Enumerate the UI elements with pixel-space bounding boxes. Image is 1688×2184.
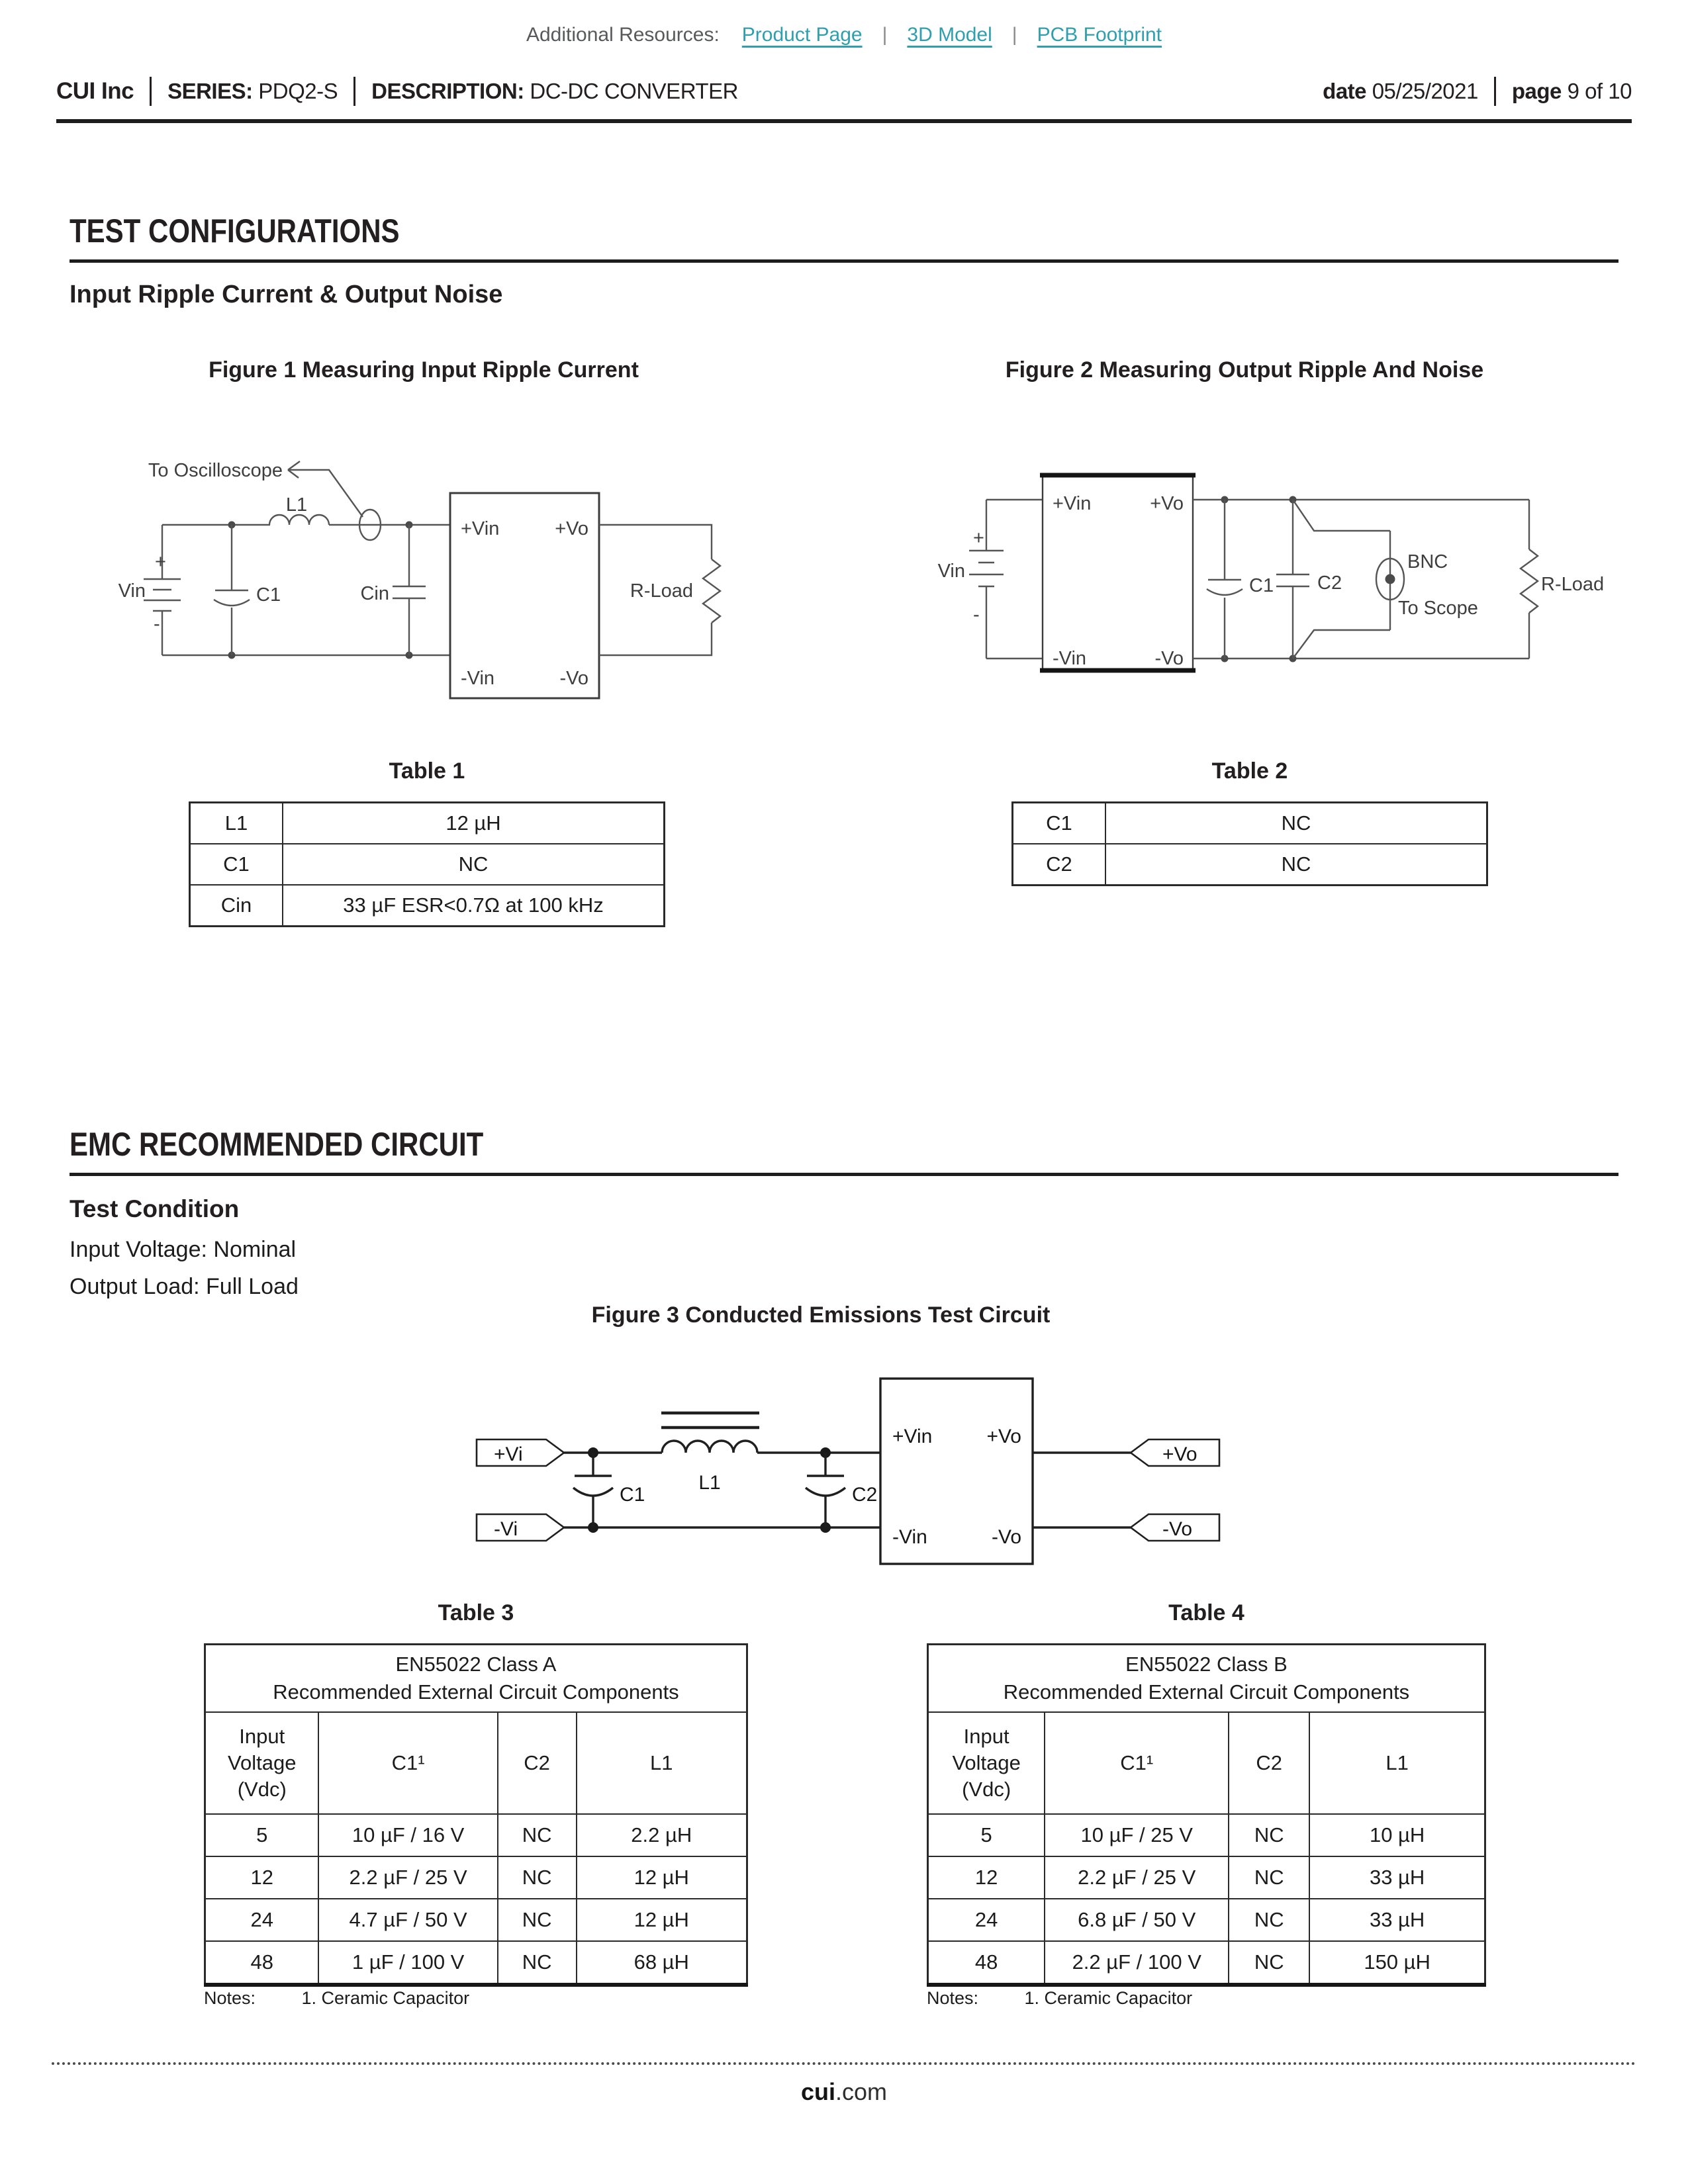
figure2-caption: Figure 2 Measuring Output Ripple And Noise (1005, 357, 1484, 383)
header-divider (150, 77, 152, 106)
table-header-row (205, 1712, 747, 1814)
table1-title: Table 1 (389, 758, 465, 784)
figure3-caption: Figure 3 Conducted Emissions Test Circuit (591, 1302, 1051, 1328)
battery-plus-label: + (155, 551, 166, 572)
table-cell: 5 (928, 1814, 1045, 1856)
table-cell: 2.2 µH (577, 1814, 747, 1856)
section-title-emc: EMC RECOMMENDED CIRCUIT (70, 1126, 484, 1163)
class-line: EN55022 Class B (1125, 1653, 1288, 1676)
rload-label: R-Load (1541, 574, 1605, 595)
header-right (1323, 77, 1632, 106)
table-header-row (928, 1712, 1485, 1814)
table-cell: C1 (190, 844, 283, 885)
table-cell: NC (498, 1856, 577, 1899)
table-cell: 150 µH (1309, 1941, 1485, 1985)
column-header: C2 (1229, 1712, 1309, 1814)
table-row (1013, 844, 1487, 886)
table-cell: 2.2 µF / 25 V (318, 1856, 497, 1899)
footer-site-rest: .com (835, 2078, 888, 2105)
table4-title: Table 4 (1168, 1600, 1244, 1625)
table-cell: 33 µH (1309, 1856, 1485, 1899)
table-cell: NC (1229, 1899, 1309, 1941)
page-number: page 9 of 10 (1511, 79, 1632, 103)
capacitor-c1-icon (214, 525, 250, 655)
table-cell: Cin (190, 885, 283, 927)
table4-block (927, 1600, 1486, 1987)
section-rule (70, 259, 1618, 263)
c1-label: C1 (1249, 575, 1274, 596)
table3-notes (204, 1988, 469, 2009)
pin-plus-vin-label: +Vin (461, 518, 500, 539)
c1-label: C1 (620, 1484, 645, 1506)
table-cell: 12 µH (283, 803, 665, 844)
table-row (928, 1814, 1485, 1856)
table-1 (189, 801, 665, 927)
capacitor-c1-icon (573, 1453, 613, 1527)
table-cell: NC (498, 1899, 577, 1941)
condition-input-voltage: Input Voltage: Nominal (70, 1237, 297, 1262)
column-header: C1¹ (318, 1712, 497, 1814)
table2-title: Table 2 (1211, 758, 1288, 784)
series: SERIES: PDQ2-S (167, 79, 338, 103)
header-divider (353, 77, 355, 106)
table-row (205, 1941, 747, 1985)
pin-plus-vin-label: +Vin (892, 1426, 933, 1447)
capacitor-c2-icon (806, 1453, 845, 1527)
product-page-link[interactable]: Product Page (741, 24, 863, 46)
battery-icon (969, 500, 1004, 659)
note-text: 1. Ceramic Capacitor (301, 1988, 470, 2008)
table-2 (1011, 801, 1488, 886)
table-cell: NC (498, 1941, 577, 1985)
c1-label: C1 (256, 584, 281, 606)
to-oscilloscope-label: To Oscilloscope (148, 460, 283, 481)
table-row (205, 1856, 747, 1899)
link-separator: | (1011, 24, 1017, 46)
table-row (205, 1814, 747, 1856)
table-row (928, 1941, 1485, 1985)
notes-label: Notes: (204, 1988, 256, 2008)
vin-label: Vin (937, 561, 965, 582)
table-cell: 10 µF / 16 V (318, 1814, 497, 1856)
to-scope-label: To Scope (1398, 598, 1478, 619)
battery-minus-label: - (973, 604, 980, 625)
notes-label: Notes: (927, 1988, 979, 2008)
c2-label: C2 (1317, 572, 1342, 594)
plus-vo-label: +Vo (1162, 1443, 1197, 1465)
capacitor-cin-icon (393, 525, 426, 655)
battery-plus-label: + (973, 527, 984, 549)
l1-label: L1 (285, 494, 308, 516)
table-cell: L1 (190, 803, 283, 844)
input-wires (986, 500, 1043, 659)
table-row (1013, 803, 1487, 844)
table4-notes (927, 1988, 1192, 2009)
column-header: Input Voltage (Vdc) (205, 1712, 319, 1814)
additional-resources-bar (0, 24, 1688, 46)
table-row (928, 1899, 1485, 1941)
column-header: L1 (577, 1712, 747, 1814)
capacitor-c2-icon (1276, 500, 1309, 659)
battery-minus-label: - (154, 614, 160, 635)
table-row (928, 1856, 1485, 1899)
pin-plus-vo-label: +Vo (986, 1426, 1021, 1447)
additional-resources-label: Additional Resources: (526, 24, 720, 46)
section-rule (70, 1173, 1618, 1176)
rload-label: R-Load (630, 580, 693, 602)
capacitor-c1-icon (1207, 500, 1243, 659)
table-cell: 33 µH (1309, 1899, 1485, 1941)
battery-icon (144, 525, 181, 655)
resistor-rload-icon (1521, 500, 1538, 659)
table-cell: 10 µH (1309, 1814, 1485, 1856)
pin-plus-vo-label: +Vo (1150, 493, 1184, 514)
table-cell: 5 (205, 1814, 319, 1856)
table-cell: 24 (928, 1899, 1045, 1941)
header-left (56, 77, 738, 106)
header-rule (56, 119, 1632, 123)
table-cell: 1 µF / 100 V (318, 1941, 497, 1985)
table-cell: C2 (1013, 844, 1106, 886)
3d-model-link[interactable]: 3D Model (907, 24, 992, 46)
bnc-connector-icon (1293, 500, 1404, 659)
table-cell: NC (1229, 1941, 1309, 1985)
column-header: L1 (1309, 1712, 1485, 1814)
table-cell: 12 (205, 1856, 319, 1899)
table-caption-row (928, 1645, 1485, 1713)
table-cell: 33 µF ESR<0.7Ω at 100 kHz (283, 885, 665, 927)
table-cell: NC (1105, 844, 1487, 886)
table-caption-cell (205, 1645, 747, 1713)
header-bar (56, 77, 1632, 106)
table-row (190, 844, 665, 885)
subtitle-line: Recommended External Circuit Components (1003, 1680, 1410, 1704)
table-cell: 24 (205, 1899, 319, 1941)
vin-label: Vin (118, 580, 146, 602)
table-4 (927, 1643, 1486, 1987)
minus-vi-label: -Vi (494, 1518, 518, 1540)
table-cell: 2.2 µF / 25 V (1045, 1856, 1229, 1899)
pin-plus-vo-label: +Vo (555, 518, 588, 539)
table-row (190, 885, 665, 927)
subtitle-line: Recommended External Circuit Components (273, 1680, 679, 1704)
note-text: 1. Ceramic Capacitor (1024, 1988, 1193, 2008)
table-cell: 68 µH (577, 1941, 747, 1985)
table-cell: NC (1105, 803, 1487, 844)
table-cell: 48 (205, 1941, 319, 1985)
column-header: C2 (498, 1712, 577, 1814)
test-condition-title: Test Condition (70, 1195, 240, 1222)
subsection-title: Input Ripple Current & Output Noise (70, 281, 503, 308)
figure1-caption: Figure 1 Measuring Input Ripple Current (209, 357, 639, 383)
table-caption-row (205, 1645, 747, 1713)
link-separator: | (882, 24, 888, 46)
figure3-circuit-diagram (463, 1362, 1258, 1587)
pin-minus-vo-label: -Vo (1154, 648, 1184, 669)
table-cell: 12 µH (577, 1899, 747, 1941)
table-cell: 48 (928, 1941, 1045, 1985)
table-caption-cell (928, 1645, 1485, 1713)
condition-output-load: Output Load: Full Load (70, 1274, 299, 1299)
column-header: Input Voltage (Vdc) (928, 1712, 1045, 1814)
figure2-circuit-diagram (927, 437, 1622, 721)
inductor-l1-icon (661, 1413, 759, 1453)
footer-dotted-rule (52, 2062, 1636, 2065)
column-header: C1¹ (1045, 1712, 1229, 1814)
footer-site (0, 2078, 1688, 2106)
pin-minus-vin-label: -Vin (1053, 648, 1087, 669)
minus-vo-label: -Vo (1162, 1518, 1193, 1540)
table-cell: 6.8 µF / 50 V (1045, 1899, 1229, 1941)
bnc-label: BNC (1407, 551, 1448, 572)
inductor-l1-icon (269, 515, 329, 525)
pin-plus-vin-label: +Vin (1053, 493, 1092, 514)
section-title-test-configurations: TEST CONFIGURATIONS (70, 212, 400, 250)
plus-vi-label: +Vi (494, 1443, 523, 1465)
cin-label: Cin (360, 583, 389, 604)
table-cell: NC (1229, 1814, 1309, 1856)
table2-block (1011, 758, 1488, 886)
table-cell: 12 µH (577, 1856, 747, 1899)
l1-label: L1 (698, 1472, 721, 1494)
table-row (190, 803, 665, 844)
table3-title: Table 3 (438, 1600, 514, 1625)
table-cell: NC (283, 844, 665, 885)
pin-minus-vin-label: -Vin (892, 1526, 927, 1548)
table-cell: NC (1229, 1856, 1309, 1899)
pcb-footprint-link[interactable]: PCB Footprint (1037, 24, 1162, 46)
table1-block (189, 758, 665, 927)
table-cell: 4.7 µF / 50 V (318, 1899, 497, 1941)
class-line: EN55022 Class A (395, 1653, 557, 1676)
table-cell: 10 µF / 25 V (1045, 1814, 1229, 1856)
footer-site-bold: cui (800, 2078, 835, 2105)
table-cell: NC (498, 1814, 577, 1856)
c2-label: C2 (852, 1484, 878, 1506)
output-wires (1033, 1453, 1131, 1527)
table3-block (204, 1600, 748, 1987)
table-cell: 12 (928, 1856, 1045, 1899)
description: DESCRIPTION: DC-DC CONVERTER (371, 79, 738, 103)
pin-minus-vin-label: -Vin (461, 668, 495, 689)
header-divider (1494, 77, 1496, 106)
table-row (205, 1899, 747, 1941)
table-cell: C1 (1013, 803, 1106, 844)
table-cell: 2.2 µF / 100 V (1045, 1941, 1229, 1985)
pin-minus-vo-label: -Vo (559, 668, 588, 689)
date: date 05/25/2021 (1323, 79, 1478, 103)
test-conditions (70, 1231, 299, 1305)
table-3 (204, 1643, 748, 1987)
figure1-circuit-diagram (99, 424, 748, 735)
input-net-flag-minus-vi (477, 1514, 564, 1541)
company-name: CUI Inc (56, 78, 134, 104)
pin-minus-vo-label: -Vo (991, 1526, 1021, 1548)
output-rails (1193, 500, 1529, 659)
